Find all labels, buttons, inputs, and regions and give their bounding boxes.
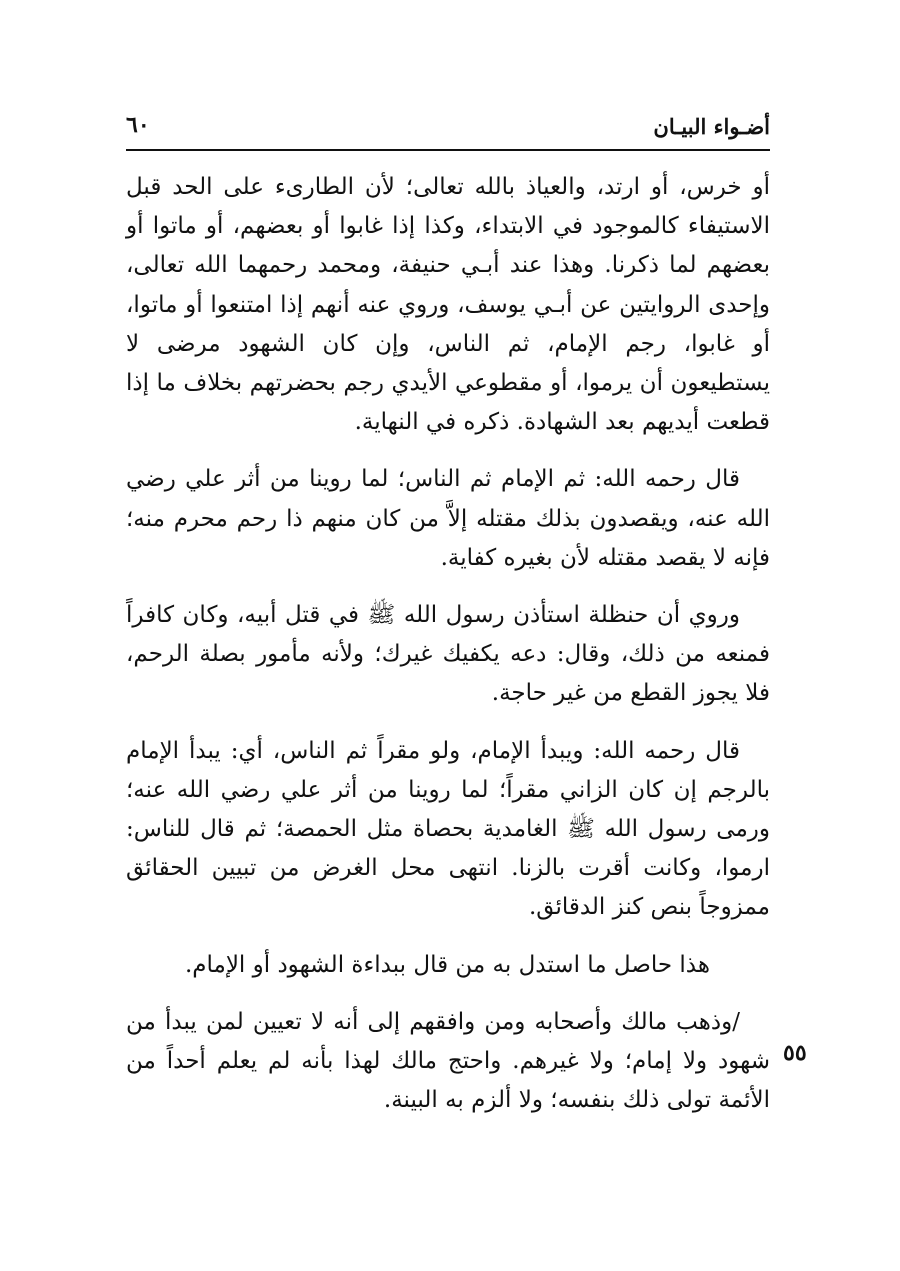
paragraph-1: أو خرس، أو ارتد، والعياذ بالله تعالى؛ لأن الطارىء على الحد قبل الاستيفاء كالموجود في الابتداء، وكذا إذا غابوا أو بعضهم، أو ماتوا أو بعضهم لما ذكرنا. وهذا عند أبـي حنيفة، ومحمد رحمهما الله تعالى، وإحدى الروايتين عن أبـي يوسف، وروي عنه أنهم إذا امتنعوا أو ماتوا، أو غابوا، رجم الإمام، ثم الناس، وإن كان الشهود مرضى لا يستطيعون أن يرموا، أو مقطوعي الأيدي رجم بحضرتهم بخلاف ما إذا قطعت أيديهم بعد الشهادة. ذكره في النهاية. [126, 174, 770, 436]
body-text [126, 168, 770, 1138]
paragraph-5: هذا حاصل ما استدل به من قال ببداءة الشهود أو الإمام. [184, 951, 710, 978]
paragraph-2: قال رحمه الله: ثم الإمام ثم الناس؛ لما روينا من أثر علي رضي الله عنه، ويقصدون بذلك مقتله إلاَّ من كان منهم ذا رحم محرم منه؛ فإنه لا يقصد مقتله لأن بغيره كفاية. [126, 466, 770, 571]
paragraph-6: /وذهب مالك وأصحابه ومن وافقهم إلى أنه لا تعيين لمن يبدأ من شهود ولا إمام؛ ولا غيرهم. واحتج مالك لهذا بأنه لم يعلم أحداً من الأئمة تولى ذلك بنفسه؛ ولا ألزم به البينة. [126, 1008, 770, 1114]
paragraph-3: وروي أن حنظلة استأذن رسول الله ﷺ في قتل أبيه، وكان كافراً فمنعه من ذلك، وقال: دعه يكفيك غيرك؛ ولأنه مأمور بصلة الرحم، فلا يجوز القطع من غير حاجة. [126, 602, 770, 707]
page-number: ٦٠ [126, 112, 150, 138]
running-title: أضـواء البيـان [653, 114, 770, 139]
page-header [126, 110, 770, 150]
header-divider [126, 149, 770, 151]
paragraph-4: قال رحمه الله: ويبدأ الإمام، ولو مقراً ثم الناس، أي: يبدأ الإمام بالرجم إن كان الزاني مقراً؛ لما روينا من أثر علي رضي الله عنه؛ ورمى رسول الله ﷺ الغامدية بحصاة مثل الحمصة؛ ثم قال للناس: ارموا، وكانت أقرت بالزنا. انتهى محل الغرض من تبيين الحقائق ممزوجاً بنص كنز الدقائق. [126, 737, 770, 921]
margin-page-marker: ٥٥ [783, 1040, 807, 1066]
